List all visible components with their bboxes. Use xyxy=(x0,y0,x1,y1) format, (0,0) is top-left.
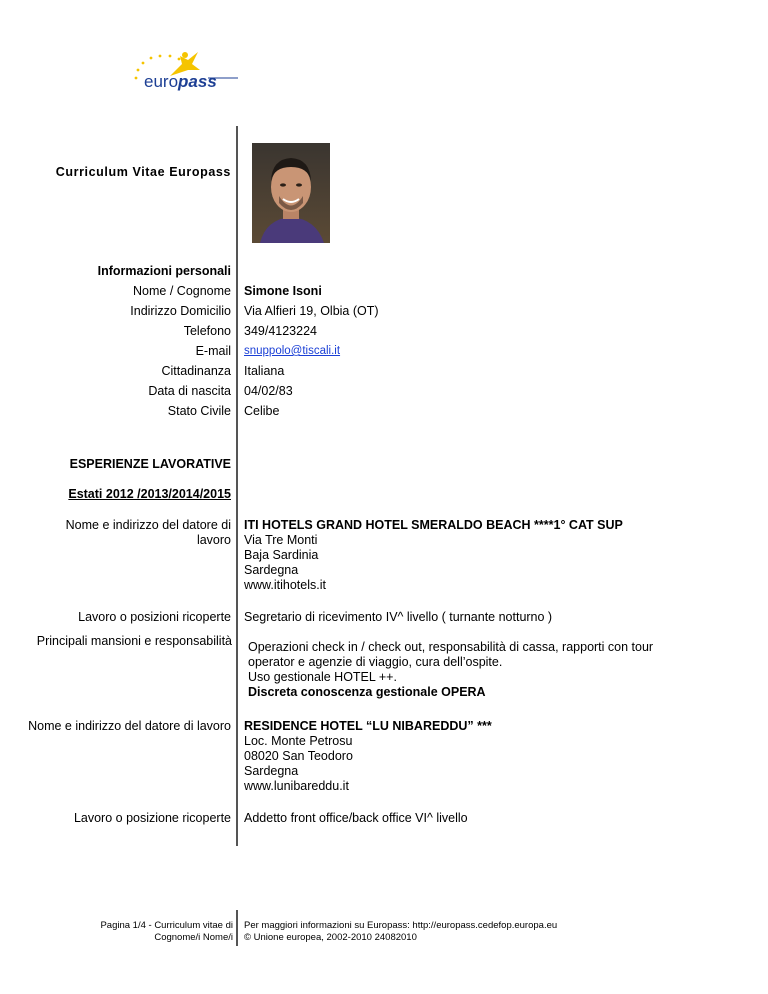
footer-name-info: Cognome/i Nome/i xyxy=(154,932,233,943)
job1-employer-name: ITI HOTELS GRAND HOTEL SMERALDO BEACH ****1° CAT SUP xyxy=(244,518,623,532)
job1-duties-line: operator e agenzie di viaggio, cura dell’ospite. xyxy=(248,655,503,669)
job2-position-value: Addetto front office/back office VI^ livello xyxy=(244,811,468,825)
cv-title: Curriculum Vitae Europass xyxy=(55,165,231,179)
footer-europass-info: Per maggiori informazioni su Europass: http://europass.cedefop.europa.eu xyxy=(244,920,558,931)
value-marital-status: Celibe xyxy=(244,404,280,418)
job1-duties-label: Principali mansioni e responsabilità xyxy=(36,634,232,648)
job2-employer-label: Nome e indirizzo del datore di lavoro xyxy=(28,719,231,733)
label-citizenship: Cittadinanza xyxy=(161,364,231,378)
job2-position-label: Lavoro o posizione ricoperte xyxy=(73,811,231,825)
job2-employer-address-line: Sardegna xyxy=(244,764,299,778)
job1-employer-address-line: Via Tre Monti xyxy=(244,533,318,547)
label-email: E-mail xyxy=(195,344,231,358)
email-link[interactable]: snuppolo@tiscali.it xyxy=(244,345,341,357)
job2-employer-address-line: 08020 San Teodoro xyxy=(244,749,353,763)
section-personal-info: Informazioni personali xyxy=(97,264,231,278)
value-birthdate: 04/02/83 xyxy=(244,384,293,398)
label-name: Nome / Cognome xyxy=(133,284,231,298)
footer-divider xyxy=(236,910,238,946)
label-marital-status: Stato Civile xyxy=(167,404,231,418)
label-birthdate: Data di nascita xyxy=(148,384,231,398)
label-address: Indirizzo Domicilio xyxy=(130,304,231,318)
europass-logo xyxy=(130,48,242,98)
section-work-experience: ESPERIENZE LAVORATIVE xyxy=(69,457,231,471)
job2-employer-website: www.lunibareddu.it xyxy=(244,779,349,793)
footer-copyright: © Unione europea, 2002-2010 24082010 xyxy=(244,932,417,943)
job1-duties-line: Discreta conoscenza gestionale OPERA xyxy=(248,685,486,699)
job1-position-value: Segretario di ricevimento IV^ livello ( turnante notturno ) xyxy=(244,610,553,624)
value-phone: 349/4123224 xyxy=(244,324,317,338)
footer-page-info: Pagina 1/4 - Curriculum vitae di xyxy=(100,920,233,931)
job1-employer-label-line1: Nome e indirizzo del datore di xyxy=(65,518,231,532)
column-divider xyxy=(236,126,238,846)
value-name: Simone Isoni xyxy=(244,284,322,298)
job1-employer-website: www.itihotels.it xyxy=(244,578,326,592)
job2-employer-address-line: Loc. Monte Petrosu xyxy=(244,734,353,748)
job1-employer-address-line: Baja Sardinia xyxy=(244,548,319,562)
job1-duties-line: Uso gestionale HOTEL ++. xyxy=(248,670,397,684)
value-address: Via Alfieri 19, Olbia (OT) xyxy=(244,304,379,318)
job1-employer-address-line: Sardegna xyxy=(244,563,299,577)
job1-employer-label-line2: lavoro xyxy=(196,533,231,547)
work-period: Estati 2012 /2013/2014/2015 xyxy=(68,487,231,501)
job1-position-label: Lavoro o posizioni ricoperte xyxy=(78,610,231,624)
logo-text-euro: euro xyxy=(144,72,179,91)
label-phone: Telefono xyxy=(183,324,231,338)
profile-photo xyxy=(252,143,330,243)
value-citizenship: Italiana xyxy=(244,364,285,378)
job2-employer-name: RESIDENCE HOTEL “LU NIBAREDDU” *** xyxy=(244,719,492,733)
photo-image xyxy=(252,143,330,243)
logo-text-pass: pass xyxy=(178,72,217,91)
job1-duties-line: Operazioni check in / check out, responsabilità di cassa, rapporti con tour xyxy=(248,640,654,654)
